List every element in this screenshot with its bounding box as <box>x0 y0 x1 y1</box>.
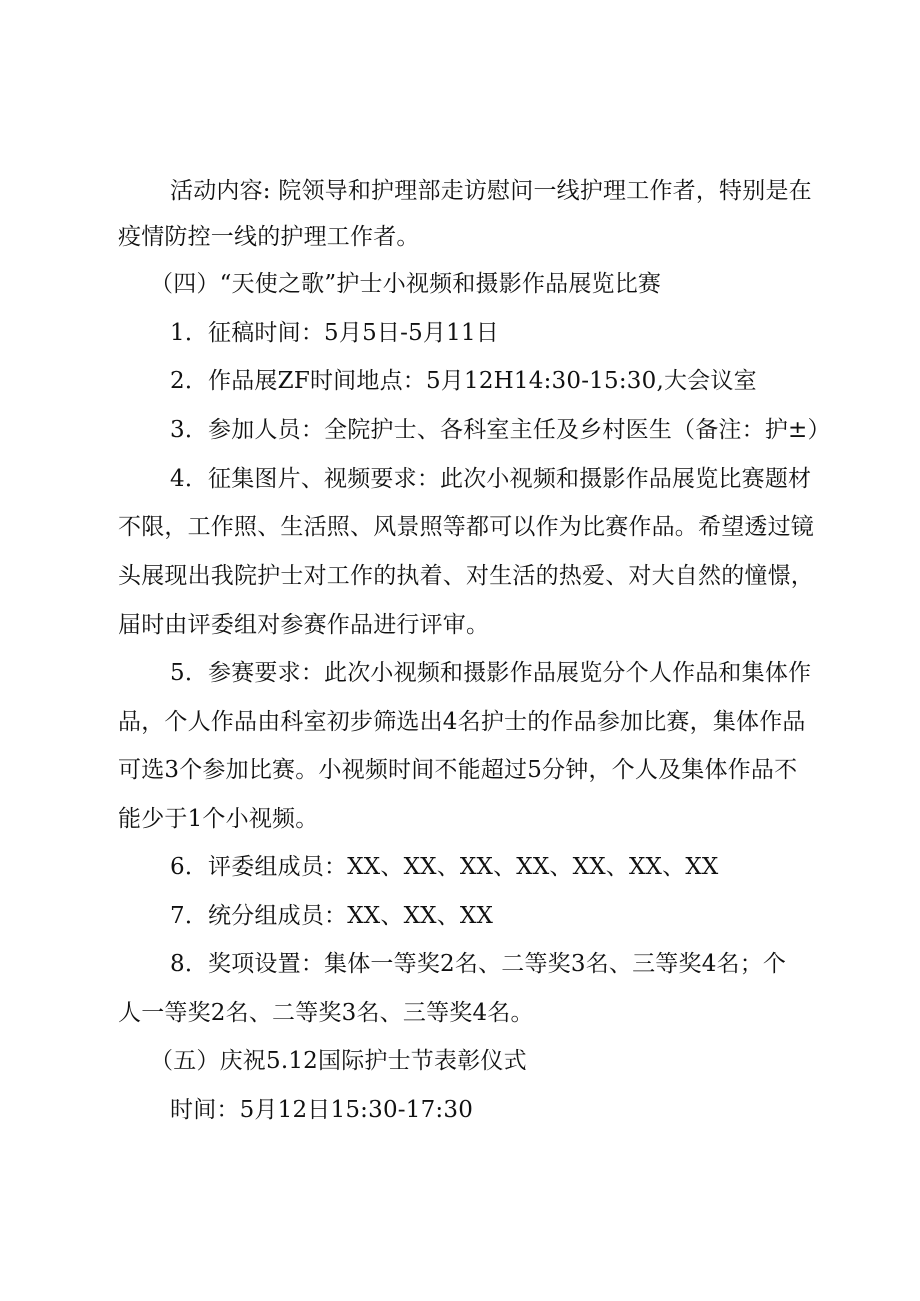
activity-paragraph-line-2: 疫情防控一线的护理工作者。 <box>118 224 420 250</box>
item-8-line-2: 人一等奖2名、二等奖3名、三等奖4名。 <box>118 1000 534 1026</box>
item-4-line-3: 头展现出我院护士对工作的执着、对生活的热爱、对大自然的憧憬， <box>118 563 814 589</box>
item-1-collection-time: 1．征稿时间：5月5日-5月11日 <box>170 320 499 346</box>
item-4-line-1: 4．征集图片、视频要求：此次小视频和摄影作品展览比赛题材 <box>170 466 812 492</box>
item-7-scorers: 7．统分组成员：XX、XX、XX <box>170 903 494 929</box>
item-5-line-4: 能少于1个小视频。 <box>118 806 319 832</box>
item-6-judges: 6．评委组成员：XX、XX、XX、XX、XX、XX、XX <box>170 854 719 880</box>
item-3-participants: 3．参加人员：全院护士、各科室主任及乡村医生（备注：护±） <box>170 417 831 443</box>
section-4-heading: （四）“天使之歌”护士小视频和摄影作品展览比赛 <box>150 271 662 297</box>
activity-paragraph-line-1: 活动内容: 院领导和护理部走访慰问一线护理工作者，特别是在 <box>170 178 812 204</box>
item-4-line-2: 不限，工作照、生活照、风景照等都可以作为比赛作品。希望透过镜 <box>118 514 814 540</box>
item-2-exhibition-time-place: 2．作品展ZF时间地点：5月12H14:30-15:30,大会议室 <box>170 368 757 394</box>
ceremony-time: 时间：5月12日15:30-17:30 <box>170 1097 474 1123</box>
section-5-heading: （五）庆祝5.12国际护士节表彰仪式 <box>150 1048 527 1074</box>
item-4-line-4: 届时由评委组对参赛作品进行评审。 <box>118 612 490 638</box>
item-5-line-3: 可选3个参加比赛。小视频时间不能超过5分钟，个人及集体作品不 <box>118 757 798 783</box>
item-8-line-1: 8．奖项设置：集体一等奖2名、二等奖3名、三等奖4名；个 <box>170 951 787 977</box>
item-5-line-2: 品，个人作品由科室初步筛选出4名护士的作品参加比赛，集体作品 <box>118 709 806 735</box>
item-5-line-1: 5．参赛要求：此次小视频和摄影作品展览分个人作品和集体作 <box>170 660 812 686</box>
